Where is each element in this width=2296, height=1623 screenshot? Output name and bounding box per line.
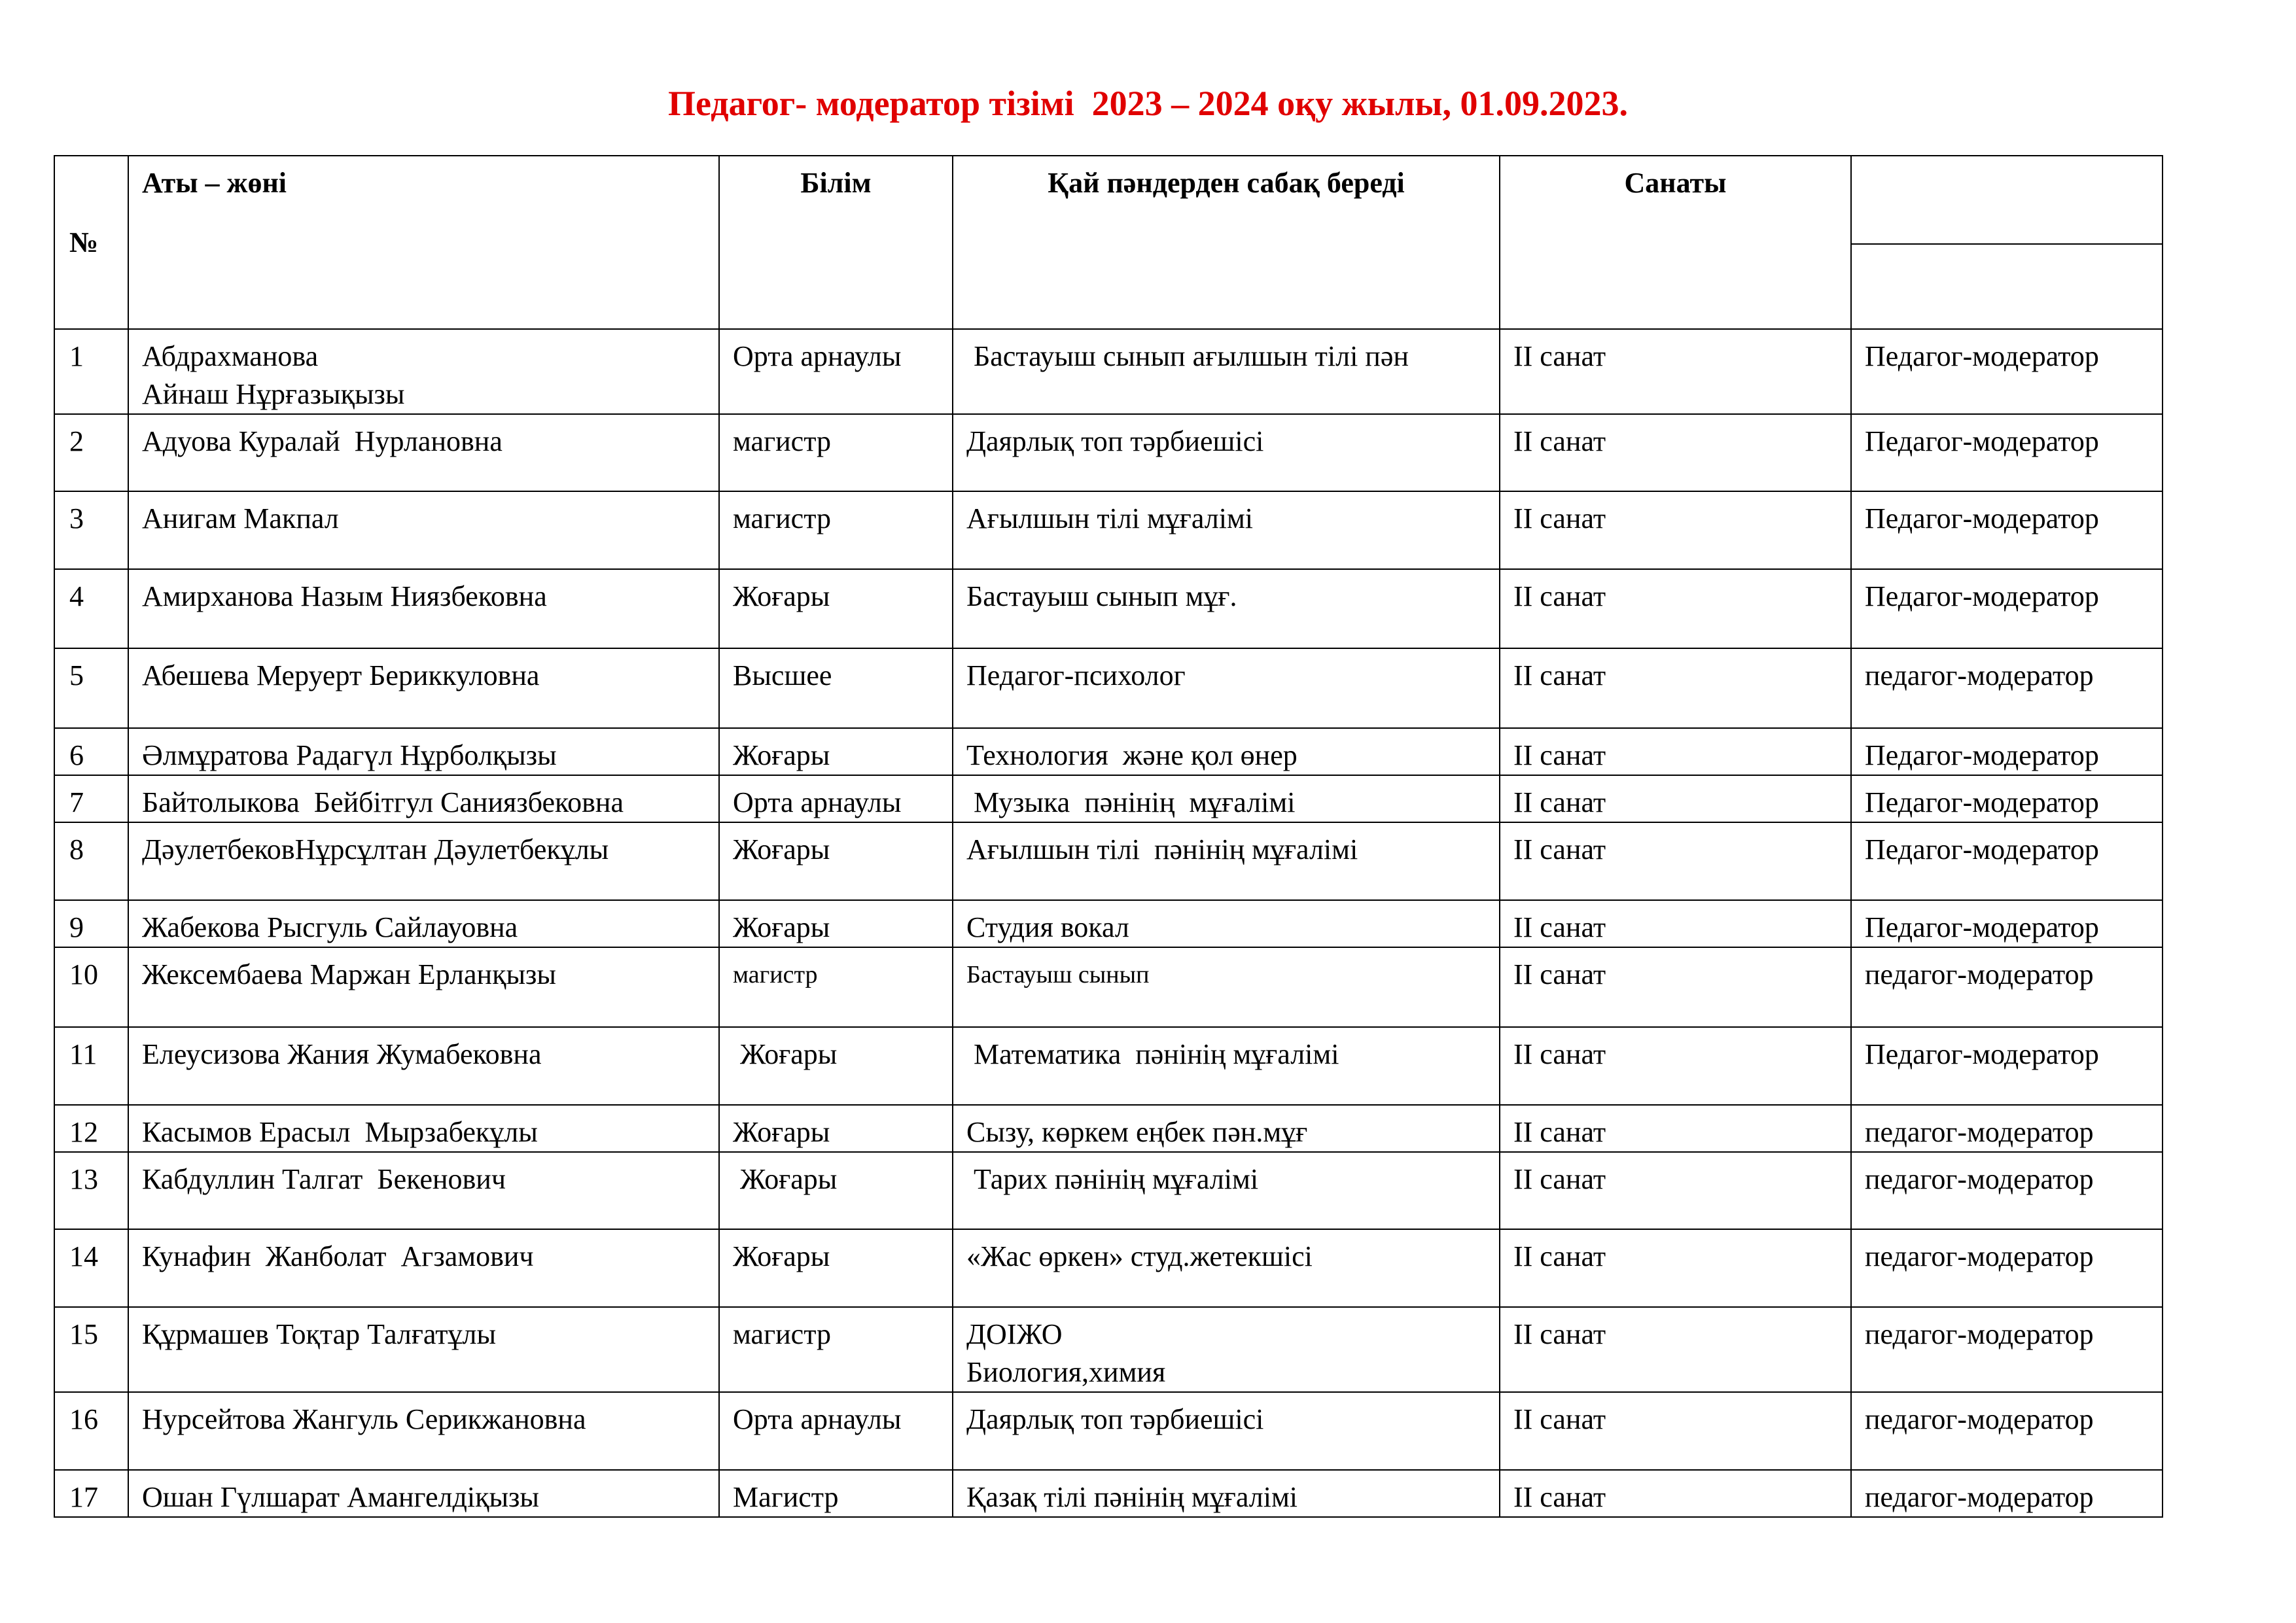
- qualification-cell: педагог-модератор: [1851, 648, 2163, 728]
- teacher-name-cell: Абешева Меруерт Бериккуловна: [128, 648, 719, 728]
- category-cell: II санат: [1500, 414, 1851, 491]
- education-cell: магистр: [719, 491, 953, 569]
- row-number-cell: 4: [54, 569, 128, 648]
- teacher-name-cell: Адуова Куралай Нурлановна: [128, 414, 719, 491]
- teacher-name-cell: Кунафин Жанболат Агзамович: [128, 1229, 719, 1307]
- table-row: [54, 1229, 2163, 1307]
- qualification-cell: Педагог-модератор: [1851, 775, 2163, 822]
- table-row: [54, 775, 2163, 822]
- category-cell: II санат: [1500, 900, 1851, 947]
- subject-cell: Бастауыш сынып ағылшын тілі пән: [953, 329, 1500, 414]
- category-cell: II санат: [1500, 569, 1851, 648]
- teacher-name-cell: Нурсейтова Жангуль Серикжановна: [128, 1392, 719, 1470]
- table-row: [54, 947, 2163, 1027]
- qualification-cell: Педагог-модератор: [1851, 900, 2163, 947]
- teacher-name-cell: Жабекова Рысгуль Сайлауовна: [128, 900, 719, 947]
- row-number-cell: 7: [54, 775, 128, 822]
- education-cell: Жоғары: [719, 728, 953, 775]
- subject-cell: Тарих пәнінің мұғалімі: [953, 1152, 1500, 1229]
- education-cell: Жоғары: [719, 900, 953, 947]
- qualification-cell: педагог-модератор: [1851, 1392, 2163, 1470]
- row-number-cell: 17: [54, 1470, 128, 1517]
- table-row: [54, 900, 2163, 947]
- education-cell: Жоғары: [719, 1105, 953, 1152]
- category-cell: II санат: [1500, 491, 1851, 569]
- qualification-cell: Педагог-модератор: [1851, 491, 2163, 569]
- education-cell: Жоғары: [719, 822, 953, 900]
- row-number-cell: 16: [54, 1392, 128, 1470]
- education-cell: магистр: [719, 1307, 953, 1392]
- subject-cell: ДОІЖО Биология,химия: [953, 1307, 1500, 1392]
- qualification-cell: педагог-модератор: [1851, 1152, 2163, 1229]
- table-row: [54, 728, 2163, 775]
- qualification-cell: Педагог-модератор: [1851, 329, 2163, 414]
- table-row: [54, 1470, 2163, 1517]
- education-cell: Жоғары: [719, 1229, 953, 1307]
- row-number-cell: 2: [54, 414, 128, 491]
- row-number-cell: 8: [54, 822, 128, 900]
- category-cell: II санат: [1500, 648, 1851, 728]
- row-number-cell: 13: [54, 1152, 128, 1229]
- qualification-cell: педагог-модератор: [1851, 947, 2163, 1027]
- teacher-name-cell: Елеусизова Жания Жумабековна: [128, 1027, 719, 1105]
- category-cell: II санат: [1500, 775, 1851, 822]
- education-cell: Орта арнаулы: [719, 329, 953, 414]
- row-number-cell: 12: [54, 1105, 128, 1152]
- page-title: Педагог- модератор тізімі 2023 – 2024 оқу жылы, 01.09.2023.: [668, 84, 1628, 123]
- teacher-name-cell: Құрмашев Тоқтар Талғатұлы: [128, 1307, 719, 1392]
- qualification-cell: педагог-модератор: [1851, 1105, 2163, 1152]
- education-cell: магистр: [719, 947, 953, 1027]
- category-cell: II санат: [1500, 1229, 1851, 1307]
- qualification-cell: педагог-модератор: [1851, 1229, 2163, 1307]
- education-cell: Магистр: [719, 1470, 953, 1517]
- header-education: Білім: [719, 156, 953, 329]
- teacher-name-cell: ДәулетбековНұрсұлтан Дәулетбекұлы: [128, 822, 719, 900]
- education-cell: магистр: [719, 414, 953, 491]
- teacher-name-cell: Кабдуллин Талгат Бекенович: [128, 1152, 719, 1229]
- table-row: [54, 1105, 2163, 1152]
- subject-cell: «Жас өркен» студ.жетекшісі: [953, 1229, 1500, 1307]
- category-cell: II санат: [1500, 1152, 1851, 1229]
- qualification-cell: педагог-модератор: [1851, 1470, 2163, 1517]
- table-row: [54, 1152, 2163, 1229]
- table-row: [54, 648, 2163, 728]
- education-cell: Жоғары: [719, 1152, 953, 1229]
- subject-cell: Студия вокал: [953, 900, 1500, 947]
- qualification-cell: педагог-модератор: [1851, 1307, 2163, 1392]
- teacher-name-cell: Байтолыкова Бейбітгул Саниязбековна: [128, 775, 719, 822]
- row-number-cell: 6: [54, 728, 128, 775]
- category-cell: II санат: [1500, 1392, 1851, 1470]
- subject-cell: Математика пәнінің мұғалімі: [953, 1027, 1500, 1105]
- teacher-name-cell: Касымов Ерасыл Мырзабекұлы: [128, 1105, 719, 1152]
- table-row: [54, 491, 2163, 569]
- education-cell: Орта арнаулы: [719, 1392, 953, 1470]
- subject-cell: Педагог-психолог: [953, 648, 1500, 728]
- subject-cell: Бастауыш сынып мұғ.: [953, 569, 1500, 648]
- education-cell: Жоғары: [719, 1027, 953, 1105]
- subject-cell: Даярлық топ тәрбиешісі: [953, 414, 1500, 491]
- header-extra-bottom: [1851, 244, 2163, 329]
- header-subjects: Қай пәндерден сабақ береді: [953, 156, 1500, 329]
- education-cell: Жоғары: [719, 569, 953, 648]
- table-row: [54, 1307, 2163, 1392]
- row-number-cell: 9: [54, 900, 128, 947]
- subject-cell: Сызу, көркем еңбек пән.мұғ: [953, 1105, 1500, 1152]
- teacher-name-cell: Абдрахманова Айнаш Нұрғазықызы: [128, 329, 719, 414]
- subject-cell: Бастауыш сынып: [953, 947, 1500, 1027]
- qualification-cell: Педагог-модератор: [1851, 414, 2163, 491]
- category-cell: II санат: [1500, 822, 1851, 900]
- subject-cell: Ағылшын тілі пәнінің мұғалімі: [953, 822, 1500, 900]
- table-row: [54, 569, 2163, 648]
- education-cell: Высшее: [719, 648, 953, 728]
- header-num: №: [54, 156, 128, 329]
- teachers-table: [54, 155, 2163, 1518]
- subject-cell: Ағылшын тілі мұғалімі: [953, 491, 1500, 569]
- category-cell: II санат: [1500, 1470, 1851, 1517]
- header-category: Санаты: [1500, 156, 1851, 329]
- subject-cell: Даярлық топ тәрбиешісі: [953, 1392, 1500, 1470]
- table-row: [54, 822, 2163, 900]
- category-cell: II санат: [1500, 1027, 1851, 1105]
- row-number-cell: 10: [54, 947, 128, 1027]
- qualification-cell: Педагог-модератор: [1851, 1027, 2163, 1105]
- qualification-cell: Педагог-модератор: [1851, 569, 2163, 648]
- category-cell: II санат: [1500, 728, 1851, 775]
- teacher-name-cell: Әлмұратова Радагүл Нұрболқызы: [128, 728, 719, 775]
- header-extra-top: [1851, 156, 2163, 244]
- category-cell: II санат: [1500, 947, 1851, 1027]
- category-cell: II санат: [1500, 1307, 1851, 1392]
- table-row: [54, 414, 2163, 491]
- table-row: [54, 329, 2163, 414]
- qualification-cell: Педагог-модератор: [1851, 822, 2163, 900]
- row-number-cell: 11: [54, 1027, 128, 1105]
- row-number-cell: 3: [54, 491, 128, 569]
- table-row: [54, 1027, 2163, 1105]
- header-name: Аты – жөні: [128, 156, 719, 329]
- row-number-cell: 14: [54, 1229, 128, 1307]
- category-cell: II санат: [1500, 1105, 1851, 1152]
- subject-cell: Музыка пәнінің мұғалімі: [953, 775, 1500, 822]
- header-row-top: [54, 156, 2163, 244]
- subject-cell: Қазақ тілі пәнінің мұғалімі: [953, 1470, 1500, 1517]
- teacher-name-cell: Жексембаева Маржан Ерланқызы: [128, 947, 719, 1027]
- teacher-name-cell: Ошан Гүлшарат Амангелдіқызы: [128, 1470, 719, 1517]
- category-cell: II санат: [1500, 329, 1851, 414]
- table-row: [54, 1392, 2163, 1470]
- row-number-cell: 1: [54, 329, 128, 414]
- teacher-name-cell: Анигам Макпал: [128, 491, 719, 569]
- teacher-name-cell: Амирханова Назым Ниязбековна: [128, 569, 719, 648]
- subject-cell: Технология және қол өнер: [953, 728, 1500, 775]
- education-cell: Орта арнаулы: [719, 775, 953, 822]
- qualification-cell: Педагог-модератор: [1851, 728, 2163, 775]
- row-number-cell: 15: [54, 1307, 128, 1392]
- row-number-cell: 5: [54, 648, 128, 728]
